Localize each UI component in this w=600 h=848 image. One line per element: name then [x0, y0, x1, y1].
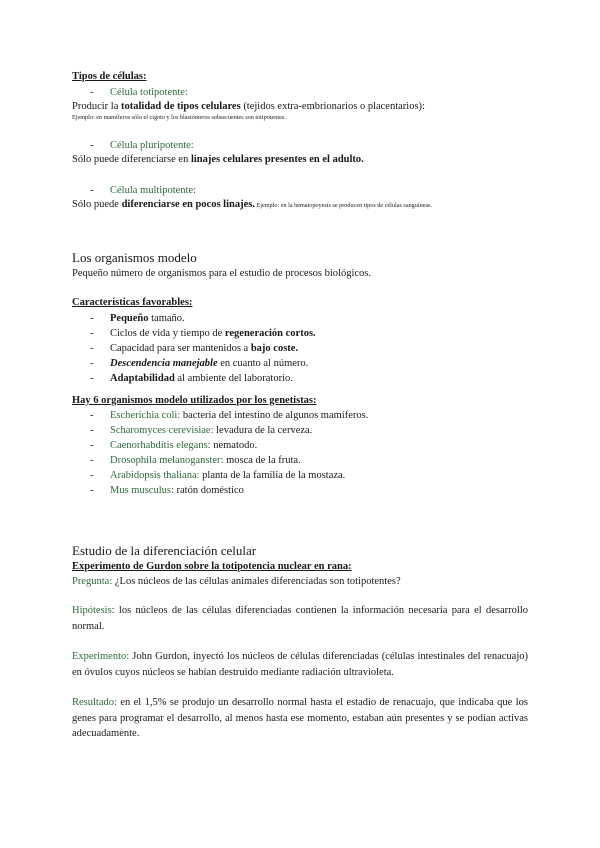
pluripotent-description: Sólo puede diferenciarse en linajes celulares presentes en el adulto.: [72, 154, 364, 166]
experiment-label: Experimento:: [72, 651, 130, 663]
model-organisms-title: Los organismos modelo: [72, 250, 197, 266]
organisms-heading: Hay 6 organismos modelo utilizados por los genetistas:: [72, 394, 317, 406]
document-page: [72, 70, 528, 742]
list-item: - Escherichia coli: bacteria del intestino de algunos mamíferos.: [90, 410, 369, 422]
list-item: - Descendencia manejable en cuanto al número.: [90, 357, 309, 369]
differentiation-title: Estudio de la diferenciación celular: [72, 543, 257, 559]
list-item: - Adaptabilidad al ambiente del laboratorio.: [90, 372, 293, 384]
multipotent-example: Ejemplo: en la hematopoyesis se producen tipos de células sanguíneas.: [254, 201, 433, 209]
list-item: - Ciclos de vida y tiempo de regeneración cortos.: [90, 327, 316, 339]
list-item: - Pequeño tamaño.: [90, 312, 185, 324]
list-item: - Caenorhabditis elegans: nematodo.: [90, 440, 258, 452]
result-label: Resultado:: [72, 697, 117, 709]
list-item-totipotent: - Célula totipotente:: [72, 85, 528, 100]
organisms-list: [72, 408, 528, 498]
list-item: - Mus musculus: ratón doméstico: [90, 485, 244, 497]
hypothesis-paragraph: Hipótesis: los núcleos de las células diferenciadas contienen la información necesaria para el desarrollo normal.: [72, 605, 528, 632]
totipotent-label: Célula totipotente:: [110, 86, 188, 98]
list-item-pluripotent: - Célula pluripotente:: [72, 138, 528, 153]
hypothesis-label: Hipótesis: [72, 605, 112, 617]
experiment-paragraph: Experimento: John Gurdon, inyectó los núcleos de células diferenciadas (células intestinales del renacuajo) en óvulos cuyos núcleos se habían destruido mediante radiación ultravioleta.: [72, 651, 528, 678]
list-item: - Capacidad para ser mantenidos a bajo coste.: [90, 342, 299, 354]
totipotent-example: Ejemplo: en mamíferos sólo el cigoto y los blastómeros subsecuentes son totipotentes.: [72, 114, 286, 122]
question-label: Pregunta:: [72, 575, 113, 587]
multipotent-label: Célula multipotente:: [110, 184, 197, 196]
totipotent-description: Producir la totalidad de tipos celulares (tejidos extra-embrionarios o placentarios):: [72, 100, 425, 112]
list-item-multipotent: - Célula multipotente:: [72, 183, 528, 198]
list-item: - Arabidopsis thaliana: planta de la familia de la mostaza.: [90, 470, 346, 482]
features-heading: Características favorables:: [72, 296, 193, 308]
list-item: - Drosophila melanoganster: mosca de la fruta.: [90, 455, 301, 467]
multipotent-description: Sólo puede diferenciarse en pocos linajes. Ejemplo: en la hematopoyesis se producen tipos de células sanguíneas.: [72, 198, 433, 210]
model-organisms-intro: Pequeño número de organismos para el estudio de procesos biológicos.: [72, 268, 371, 280]
features-list: [72, 311, 528, 386]
cell-types-heading: Tipos de células:: [72, 71, 147, 82]
result-paragraph: Resultado: en el 1,5% se produjo un desarrollo normal hasta el estadio de renacuajo, que indicaba que los genes para programar el desarrollo, al menos hasta ese momento, estaban aún presentes y se podían activas adecuadamente.: [72, 697, 528, 740]
experiment-heading: Experimento de Gurdon sobre la totipotencia nuclear en rana:: [72, 561, 352, 573]
list-item: - Scharomyces cerevisiae: levadura de la cerveza.: [90, 425, 313, 437]
question-line: Pregunta: ¿Los núcleos de las células animales diferenciadas son totipotentes?: [72, 575, 401, 587]
pluripotent-label: Célula pluripotente:: [110, 140, 194, 152]
